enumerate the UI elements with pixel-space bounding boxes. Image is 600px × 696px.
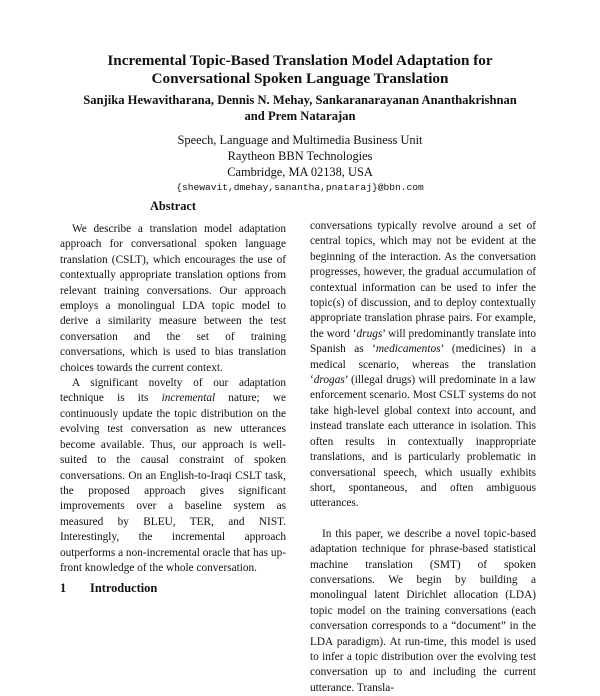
abstract-paragraph-1: We describe a translation model adaptation approach for conversational spoken language translation (CSLT), which encourages the use of contextually appropriate translation options from relevant training conversations. Our approach employs a monolingual LDA topic model to derive a similarity measure between the test conversation and the set of training conversations, which is used to bias translation choices towards the current context.: [60, 223, 286, 374]
abstract-body: [60, 222, 286, 576]
authors-line-1: Sanjika Hewavitharana, Dennis N. Mehay, Sankaranarayanan Ananthakrishnan: [83, 93, 517, 107]
emphasis-incremental: incremental: [161, 392, 216, 405]
emphasis-drogas: drogas: [313, 374, 345, 387]
emphasis-drugs: drugs: [356, 327, 383, 340]
abstract-text: A significant novelty of our adaptation technique is its: [60, 377, 286, 405]
affiliation-line-1: Speech, Language and Multimedia Business Unit: [177, 133, 423, 147]
intro-text: ’ will predominantly translate into Spanish as ‘: [310, 327, 536, 356]
author-emails: {shewavit,dmehay,sanantha,pnataraj}@bbn.com: [176, 182, 424, 193]
author-list: [0, 92, 600, 124]
emphasis-medicamentos: medicamentos: [375, 343, 441, 356]
affiliation-block: [0, 132, 600, 196]
title-line-2: Conversational Spoken Language Translation: [151, 70, 449, 87]
intro-text: ’ (medicines) in a medical scenario, whereas the translation ‘: [310, 343, 536, 387]
paper-title: [0, 52, 600, 88]
right-column-body: [310, 219, 536, 696]
section-title: Introduction: [90, 581, 158, 595]
abstract-heading: Abstract: [149, 199, 197, 213]
affiliation-line-3: Cambridge, MA 02138, USA: [227, 165, 373, 179]
section-heading-introduction: [60, 581, 157, 596]
intro-text: conversations typically revolve around a set of central topics, which may not be evident at the beginning of the interaction. As the conversation progresses, however, the gradual accumulation of contextual information can be used to infer the topic(s) of discussion, and to deploy contextually appropriate translation phrase pairs. For example, the word ‘: [310, 220, 536, 340]
section-number: 1: [60, 581, 67, 595]
intro-paragraph-1: [310, 219, 536, 512]
intro-paragraph-2: In this paper, we describe a novel topic-based adaptation technique for phrase-based statistical machine translation (SMT) of spoken conversations. We begin by building a monolingual latent Dirichlet allocation (LDA) topic model on the training conversations (each conversation corresponds to a “document” in the LDA paradigm). At run-time, this model is used to infer a topic distribution over the evolving test conversation up to and including the current utterance. Transla-: [310, 527, 536, 694]
authors-line-2: and Prem Natarajan: [244, 109, 356, 123]
intro-text: ’ (illegal drugs) will predominate in a law enforcement scenario. Most CSLT systems do not take high-level global context into account, and instead translate each utterance in isolation. This often results in contextually inappropriate translations, and is particularly problematic in conversational speech, which usually exhibits short, spontaneous, and often ambiguous utterances.: [310, 374, 536, 510]
abstract-text: nature; we continuously update the topic distribution on the evolving test conversation as new utterances become available. Thus, our approach is well-suited to the causal constraint of spoken conversations. On an English-to-Iraqi CSLT task, the proposed approach gives significant improvements over a baseline system as measured by BLEU, TER, and NIST. Interestingly, the incremental approach outperforms a non-incremental oracle that has up-front knowledge of the whole conversation.: [60, 392, 286, 574]
affiliation-line-2: Raytheon BBN Technologies: [227, 149, 373, 163]
abstract-paragraph-2: [60, 376, 286, 576]
title-line-1: Incremental Topic-Based Translation Model Adaptation for: [107, 52, 493, 69]
